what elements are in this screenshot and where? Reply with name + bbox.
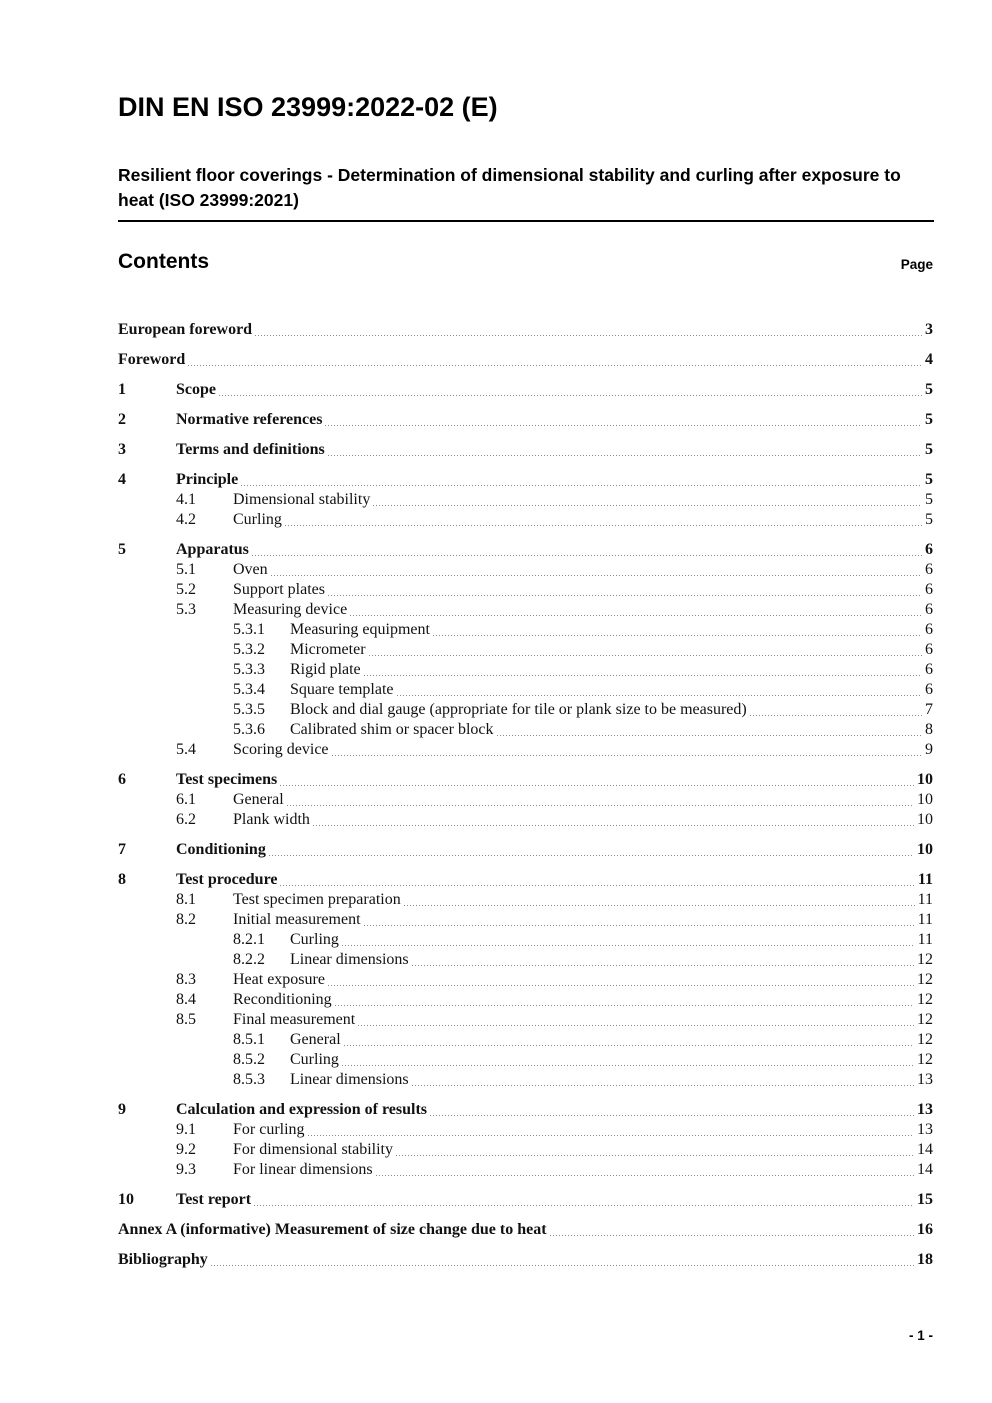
toc-entry-number: 4 <box>118 471 126 488</box>
toc-leader-dots <box>308 1135 914 1136</box>
toc-leader-dots <box>280 785 914 786</box>
toc-entry-label: Block and dial gauge (appropriate for tile or plank size to be measured) <box>290 701 747 718</box>
toc-entry-number: 8.5 <box>176 1011 196 1028</box>
toc-entry-number: 7 <box>118 841 126 858</box>
toc-entry-label: Principle <box>176 471 239 488</box>
toc-entry-page: 13 <box>917 1101 933 1118</box>
toc-entry-page: 6 <box>925 681 933 698</box>
toc-entry-label: Foreword <box>118 351 186 368</box>
toc-entry-page: 12 <box>917 991 933 1008</box>
toc-leader-dots <box>254 1205 914 1206</box>
toc-entry[interactable] <box>118 970 933 990</box>
toc-leader-dots <box>550 1235 914 1236</box>
toc-entry-page: 12 <box>917 971 933 988</box>
toc-entry-page: 6 <box>925 581 933 598</box>
toc-entry-page: 12 <box>917 951 933 968</box>
toc-entry-page: 15 <box>917 1191 933 1208</box>
toc-entry-label: Micrometer <box>290 641 366 658</box>
toc-entry-label: Rigid plate <box>290 661 361 678</box>
toc-entry[interactable] <box>118 380 933 400</box>
toc-entry-page: 4 <box>925 351 933 368</box>
toc-leader-dots <box>211 1265 914 1266</box>
toc-entry-label: Measuring equipment <box>290 621 430 638</box>
toc-entry-label: Linear dimensions <box>290 1071 409 1088</box>
toc-leader-dots <box>269 855 914 856</box>
toc-entry-number: 8.2 <box>176 911 196 928</box>
toc-entry-page: 14 <box>917 1141 933 1158</box>
toc-leader-dots <box>285 525 922 526</box>
toc-entry-number: 2 <box>118 411 126 428</box>
footer-page-number: - 1 - <box>908 1328 933 1343</box>
toc-entry-number: 8.2.1 <box>233 931 265 948</box>
toc-entry-label: Dimensional stability <box>233 491 371 508</box>
toc-entry[interactable] <box>118 740 933 760</box>
toc-leader-dots <box>335 1005 914 1006</box>
toc-entry-page: 5 <box>925 491 933 508</box>
toc-entry-number: 8.2.2 <box>233 951 265 968</box>
toc-entry-label: General <box>290 1031 341 1048</box>
toc-entry-page: 6 <box>925 641 933 658</box>
toc-leader-dots <box>430 1115 914 1116</box>
toc-entry-page: 11 <box>917 871 933 888</box>
toc-leader-dots <box>313 825 914 826</box>
toc-leader-dots <box>252 555 922 556</box>
toc-entry-number: 8.4 <box>176 991 196 1008</box>
toc-entry-number: 5.3.3 <box>233 661 265 678</box>
toc-entry[interactable] <box>118 1100 933 1120</box>
toc-entry-number: 9.2 <box>176 1141 196 1158</box>
toc-entry[interactable] <box>118 790 933 810</box>
toc-leader-dots <box>219 395 922 396</box>
toc-entry-page: 5 <box>925 441 933 458</box>
toc-entry[interactable] <box>118 1250 933 1270</box>
toc-entry-label: Final measurement <box>233 1011 356 1028</box>
toc-entry-number: 3 <box>118 441 126 458</box>
toc-entry[interactable] <box>118 1050 933 1070</box>
toc-entry-label: General <box>233 791 284 808</box>
toc-entry-number: 8.5.3 <box>233 1071 265 1088</box>
toc-entry[interactable] <box>118 770 933 790</box>
toc-leader-dots <box>412 1085 914 1086</box>
toc-entry-page: 16 <box>917 1221 933 1238</box>
toc-entry-label: European foreword <box>118 321 253 338</box>
toc-entry[interactable] <box>118 870 933 890</box>
toc-entry-label: Square template <box>290 681 394 698</box>
toc-entry[interactable] <box>118 810 933 830</box>
toc-leader-dots <box>396 1155 914 1156</box>
toc-entry-number: 5.4 <box>176 741 196 758</box>
toc-entry-number: 9.3 <box>176 1161 196 1178</box>
toc-entry-number: 8.1 <box>176 891 196 908</box>
toc-entry-label: Oven <box>233 561 268 578</box>
toc-entry-label: Terms and definitions <box>176 441 325 458</box>
toc-entry-number: 6.2 <box>176 811 196 828</box>
toc-entry[interactable] <box>118 470 933 490</box>
toc-leader-dots <box>358 1025 914 1026</box>
toc-entry-label: Reconditioning <box>233 991 332 1008</box>
toc-entry[interactable] <box>118 720 933 740</box>
toc-entry-page: 5 <box>925 511 933 528</box>
toc-entry-page: 10 <box>917 841 933 858</box>
document-title: Resilient floor coverings - Determination of dimensional stability and curling after exposure to heat (ISO 23999:2021) <box>118 163 934 222</box>
toc-entry-page: 6 <box>925 621 933 638</box>
toc-leader-dots <box>342 945 915 946</box>
toc-entry-number: 5.3.4 <box>233 681 265 698</box>
toc-entry-label: Plank width <box>233 811 310 828</box>
toc-entry-label: Annex A (informative) Measurement of size change due to heat <box>118 1221 547 1238</box>
toc-entry-number: 10 <box>118 1191 134 1208</box>
toc-entry[interactable] <box>118 510 933 530</box>
toc-entry-page: 11 <box>917 931 933 948</box>
toc-entry-page: 14 <box>917 1161 933 1178</box>
toc-entry[interactable] <box>118 1030 933 1050</box>
toc-entry-label: Bibliography <box>118 1251 208 1268</box>
toc-entry-page: 12 <box>917 1011 933 1028</box>
toc-entry-number: 9.1 <box>176 1121 196 1138</box>
toc-entry-number: 5.1 <box>176 561 196 578</box>
toc-entry-number: 8.3 <box>176 971 196 988</box>
toc-entry[interactable] <box>118 1140 933 1160</box>
toc-entry-label: Calculation and expression of results <box>176 1101 427 1118</box>
toc-entry-label: Scoring device <box>233 741 329 758</box>
toc-entry[interactable] <box>118 930 933 950</box>
toc-entry[interactable] <box>118 680 933 700</box>
toc-entry-page: 7 <box>925 701 933 718</box>
toc-entry[interactable] <box>118 1120 933 1140</box>
toc-entry[interactable] <box>118 1070 933 1090</box>
toc-leader-dots <box>271 575 922 576</box>
toc-entry[interactable] <box>118 840 933 860</box>
toc-entry[interactable] <box>118 490 933 510</box>
toc-entry-page: 5 <box>925 411 933 428</box>
toc-entry-number: 5 <box>118 541 126 558</box>
toc-leader-dots <box>344 1045 914 1046</box>
toc-entry[interactable] <box>118 620 933 640</box>
toc-entry-page: 11 <box>917 891 933 908</box>
toc-entry-label: Heat exposure <box>233 971 325 988</box>
toc-entry[interactable] <box>118 1010 933 1030</box>
toc-leader-dots <box>433 635 922 636</box>
toc-entry-label: Curling <box>233 511 282 528</box>
toc-entry-number: 9 <box>118 1101 126 1118</box>
toc-leader-dots <box>328 985 914 986</box>
toc-entry-label: Test specimen preparation <box>233 891 401 908</box>
toc-entry-page: 10 <box>917 811 933 828</box>
toc-entry-number: 6 <box>118 771 126 788</box>
page-column-label: Page <box>900 257 933 272</box>
toc-entry[interactable] <box>118 560 933 580</box>
toc-entry-label: Test procedure <box>176 871 278 888</box>
toc-entry[interactable] <box>118 410 933 430</box>
toc-entry-number: 5.3.6 <box>233 721 265 738</box>
toc-entry-label: For curling <box>233 1121 305 1138</box>
toc-leader-dots <box>255 335 922 336</box>
toc-entry-page: 9 <box>925 741 933 758</box>
toc-leader-dots <box>373 505 922 506</box>
toc-entry-label: Test specimens <box>176 771 278 788</box>
contents-header <box>118 250 933 274</box>
toc-leader-dots <box>328 455 922 456</box>
toc-entry-number: 8.5.2 <box>233 1051 265 1068</box>
toc-leader-dots <box>342 1065 914 1066</box>
toc-leader-dots <box>750 715 922 716</box>
toc-entry-number: 5.2 <box>176 581 196 598</box>
toc-leader-dots <box>412 965 914 966</box>
toc-entry[interactable] <box>118 580 933 600</box>
toc-entry[interactable] <box>118 440 933 460</box>
toc-entry-number: 4.1 <box>176 491 196 508</box>
toc-entry[interactable] <box>118 990 933 1010</box>
toc-entry-label: Support plates <box>233 581 325 598</box>
toc-entry[interactable] <box>118 350 933 370</box>
table-of-contents <box>118 310 933 1270</box>
toc-entry[interactable] <box>118 320 933 340</box>
toc-entry-label: Normative references <box>176 411 323 428</box>
toc-entry-page: 10 <box>917 791 933 808</box>
toc-entry-page: 11 <box>917 911 933 928</box>
toc-entry[interactable] <box>118 660 933 680</box>
toc-entry-page: 6 <box>925 661 933 678</box>
toc-entry-label: For linear dimensions <box>233 1161 373 1178</box>
toc-entry-page: 5 <box>925 381 933 398</box>
toc-entry-number: 5.3.5 <box>233 701 265 718</box>
toc-entry[interactable] <box>118 1220 933 1240</box>
toc-entry-page: 6 <box>925 601 933 618</box>
toc-entry[interactable] <box>118 890 933 910</box>
toc-entry[interactable] <box>118 910 933 930</box>
toc-leader-dots <box>404 905 915 906</box>
toc-entry-page: 5 <box>925 471 933 488</box>
toc-entry-label: Test report <box>176 1191 252 1208</box>
toc-entry-number: 5.3.2 <box>233 641 265 658</box>
toc-entry-label: Scope <box>176 381 216 398</box>
toc-entry-page: 3 <box>925 321 933 338</box>
toc-entry-label: Curling <box>290 931 339 948</box>
toc-entry[interactable] <box>118 700 933 720</box>
toc-entry-page: 18 <box>917 1251 933 1268</box>
toc-leader-dots <box>280 885 914 886</box>
toc-leader-dots <box>376 1175 914 1176</box>
toc-leader-dots <box>325 425 922 426</box>
toc-entry-number: 5.3.1 <box>233 621 265 638</box>
toc-leader-dots <box>369 655 922 656</box>
toc-entry-label: Measuring device <box>233 601 348 618</box>
toc-entry[interactable] <box>118 600 933 620</box>
toc-leader-dots <box>332 755 922 756</box>
toc-entry-label: Apparatus <box>176 541 249 558</box>
toc-entry-page: 13 <box>917 1071 933 1088</box>
toc-leader-dots <box>364 925 915 926</box>
toc-entry-label: For dimensional stability <box>233 1141 393 1158</box>
toc-entry[interactable] <box>118 640 933 660</box>
toc-entry-page: 8 <box>925 721 933 738</box>
toc-leader-dots <box>397 695 922 696</box>
toc-entry-number: 8.5.1 <box>233 1031 265 1048</box>
toc-entry-label: Linear dimensions <box>290 951 409 968</box>
toc-leader-dots <box>241 485 922 486</box>
toc-leader-dots <box>287 805 914 806</box>
toc-entry-number: 1 <box>118 381 126 398</box>
toc-entry-page: 13 <box>917 1121 933 1138</box>
toc-entry-label: Curling <box>290 1051 339 1068</box>
toc-entry-page: 6 <box>925 561 933 578</box>
toc-entry-number: 4.2 <box>176 511 196 528</box>
toc-entry-label: Conditioning <box>176 841 266 858</box>
toc-entry-page: 6 <box>925 541 933 558</box>
toc-entry-label: Calibrated shim or spacer block <box>290 721 494 738</box>
toc-entry-page: 12 <box>917 1031 933 1048</box>
toc-entry-label: Initial measurement <box>233 911 361 928</box>
toc-leader-dots <box>188 365 922 366</box>
toc-entry[interactable] <box>118 1190 933 1210</box>
toc-leader-dots <box>328 595 922 596</box>
toc-leader-dots <box>497 735 923 736</box>
toc-entry[interactable] <box>118 950 933 970</box>
toc-entry-number: 5.3 <box>176 601 196 618</box>
toc-entry[interactable] <box>118 540 933 560</box>
toc-entry-page: 12 <box>917 1051 933 1068</box>
toc-entry-page: 10 <box>917 771 933 788</box>
document-number: DIN EN ISO 23999:2022-02 (E) <box>118 92 498 122</box>
toc-leader-dots <box>350 615 922 616</box>
toc-entry-number: 8 <box>118 871 126 888</box>
toc-entry[interactable] <box>118 1160 933 1180</box>
toc-entry-number: 6.1 <box>176 791 196 808</box>
contents-heading: Contents <box>118 250 209 273</box>
toc-leader-dots <box>364 675 922 676</box>
